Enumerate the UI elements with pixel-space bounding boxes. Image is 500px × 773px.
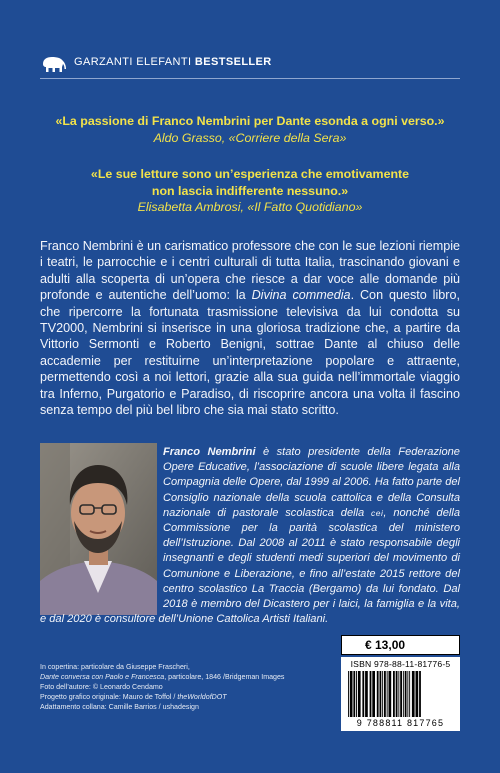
blurb-book-title: Divina commedia: [251, 288, 351, 303]
blurb-text-1: Franco Nembrini è un carismatico professore che con le sue lezioni riempie i teatri, le parrocchie e i centri culturali di tutta Italia, trascinando giovani e adulti alla scoperta di un’opera che riesce a dar voce alle domande più profonde e autentiche dell’uomo: la: [40, 239, 460, 303]
barcode-bar-6: [365, 671, 368, 717]
barcode-bar-21: [407, 671, 408, 717]
barcode-bar-2: [353, 671, 355, 717]
credit-design-studio: theWorldofDOT: [177, 693, 227, 701]
credit-adaptation: Adattamento collana: Camille Barrios / ushadesign: [40, 703, 199, 711]
barcode-bar-13: [387, 671, 388, 717]
bio-author-name: Franco Nembrini: [163, 446, 256, 458]
barcode-bar-25: [419, 671, 421, 717]
credit-photo: Foto dell’autore: © Leonardo Cendamo: [40, 683, 163, 691]
barcode-bar-5: [362, 671, 364, 717]
barcode-bar-22: [409, 671, 410, 717]
author-bio: [40, 445, 460, 627]
barcode-bar-9: [377, 671, 379, 717]
bio-text-2: , nonché della Commissione per la parità scolastica del ministero dell’Istruzione. Dal 2008 al 2011 è stato responsabile degli insegnanti e degli studenti medi superiori del movimento di Comunione e Liberazione, e fino all’estate 2015 rettore del centro scolastico La Traccia (Bergamo) da lui fondato. Dal 2018 è membro del Dicastero per i laici, la famiglia e la vita, e dal 2020 è consultore dell’Unione Cattolica Artisti Italiani.: [40, 506, 460, 626]
barcode-bar-1: [350, 671, 353, 717]
credit-design-label: Progetto grafico originale: Mauro de Toffol /: [40, 693, 178, 701]
cover-credits: [40, 662, 300, 712]
isbn-number: ISBN 978-88-11-81776-5: [350, 659, 451, 669]
credit-cover-work-line: [40, 672, 300, 682]
barcode-bar-3: [356, 671, 357, 717]
review-quote-2: [40, 166, 460, 216]
barcode-bar-0: [348, 671, 349, 717]
price-label: € 13,00: [341, 635, 460, 655]
header-divider: [40, 78, 460, 79]
barcode-bar-4: [358, 671, 361, 717]
barcode-bar-20: [405, 671, 407, 717]
barcode-bar-12: [384, 671, 386, 717]
barcode: [346, 671, 455, 717]
book-blurb: [40, 238, 460, 418]
bio-text-1: è stato presidente della Federazione Opere Educative, l’associazione di scuole libere legata alla Compagnia delle Opere, dal 1999 al 2006. Ha fatto parte del Consiglio nazionale della scuola cattolica e della Consulta nazionale di pastorale scolastica della: [163, 446, 460, 519]
barcode-bar-11: [382, 671, 383, 717]
barcode-bar-10: [380, 671, 382, 717]
barcode-bar-17: [398, 671, 399, 717]
blurb-text-2: . Con questo libro, che ripercorre la fortunata trasmissione televisiva da lui condotta su TV2000, Nembrini si inserisce in una gloriosa tradizione che, a partire da Vittorio Sermonti e Roberto Benigni, sottrae Dante al chiuso delle accademie per restituirne un’interpretazione popolare e attraente, permettendo così a noi lettori, grazie alla sua guida nell’immortale viaggio tra Inferno, Purgatorio e Paradiso, di riscoprire ancora una volta il fascino senza tempo del più bel libro che sia mai stato scritto.: [40, 288, 460, 418]
ean-number: 9 788811 817765: [356, 718, 445, 728]
series-tag: BESTSELLER: [194, 56, 272, 68]
barcode-bar-16: [396, 671, 398, 717]
credit-cover-rest: , particolare, 1846 /Bridgeman Images: [164, 673, 285, 681]
credit-cover-work: Dante conversa con Paolo e Francesca: [40, 673, 165, 681]
quote-source: Aldo Grasso, «Corriere della Sera»: [153, 130, 347, 145]
barcode-bar-19: [403, 671, 404, 717]
credit-design-line: [40, 692, 300, 702]
review-quote-1: [40, 113, 460, 146]
barcode-bar-23: [412, 671, 415, 717]
quote-text-line2: non lascia indifferente nessuno.»: [151, 183, 349, 198]
quote-source: Elisabetta Ambrosi, «Il Fatto Quotidiano»: [137, 200, 363, 214]
quote-text: «La passione di Franco Nembrini per Dante esonda a ogni verso.»: [55, 114, 445, 128]
bio-cei: cei: [371, 507, 384, 518]
barcode-bar-7: [370, 671, 372, 717]
barcode-block: [341, 657, 460, 731]
barcode-bar-14: [389, 671, 392, 717]
series-label: [74, 56, 272, 68]
series-header: [0, 0, 500, 92]
barcode-bar-24: [416, 671, 419, 717]
credit-cover-label: In copertina: particolare da Giuseppe Frascheri,: [40, 663, 190, 671]
barcode-bar-18: [400, 671, 402, 717]
barcode-bar-8: [372, 671, 375, 717]
quote-text-line1: «Le sue letture sono un’esperienza che emotivamente: [90, 167, 410, 181]
elephant-icon: [40, 55, 68, 73]
barcode-bar-15: [393, 671, 395, 717]
series-name: GARZANTI ELEFANTI: [74, 56, 192, 68]
